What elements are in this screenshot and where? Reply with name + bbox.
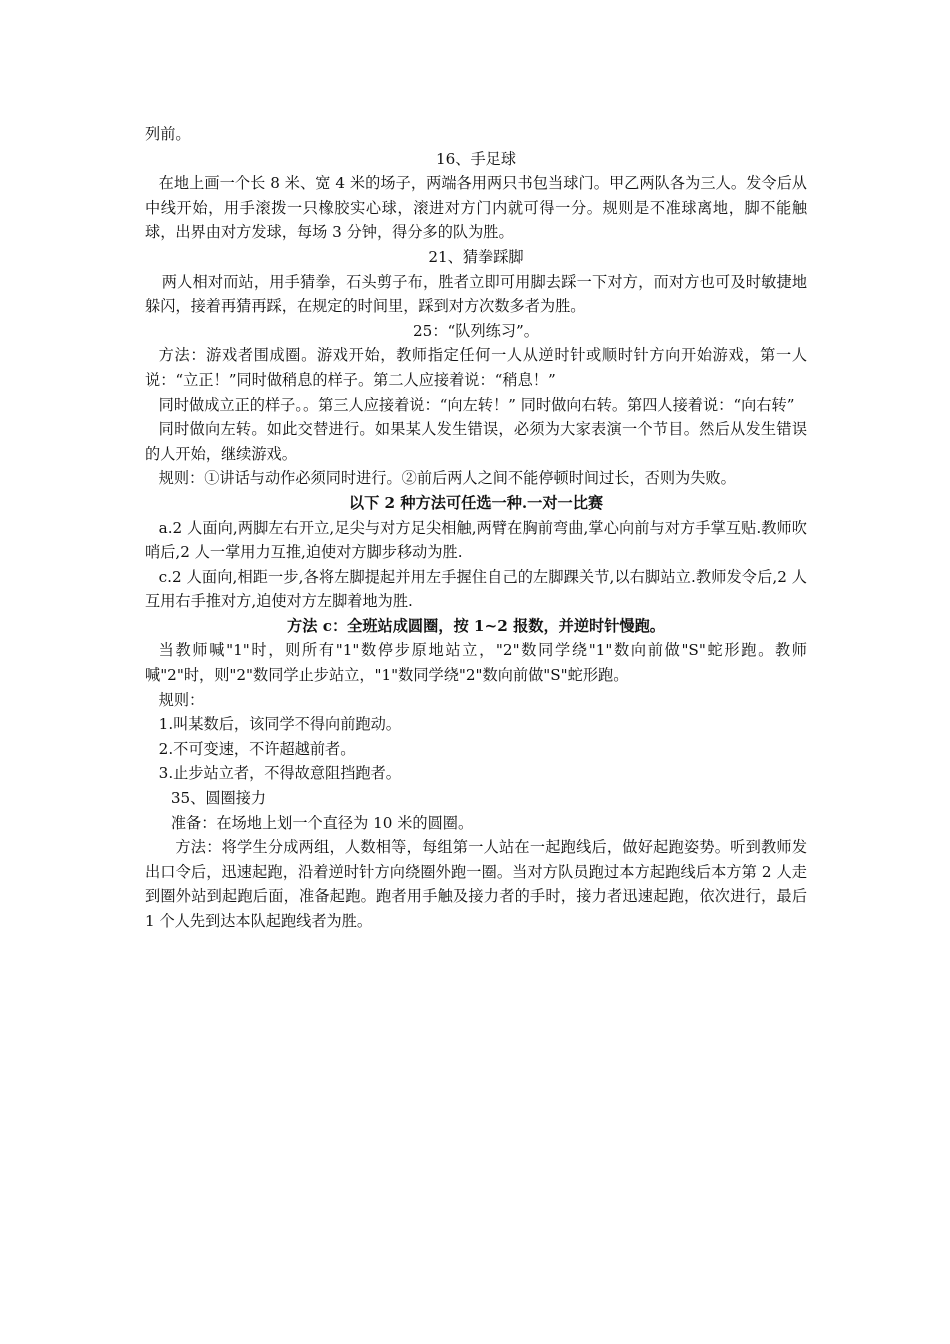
section-heading-circle-relay: 35、圆圈接力 [170,789,267,808]
circle-run-description: 当教师喊"1"时，则所有"1"数停步原地站立，"2"数同学绕"1"数向前做"S"蛇形跑。教师喊"2"时，则"2"数同学止步站立，"1"数同学绕"2"数向前做"S"蛇形跑。 [145,641,807,685]
guess-fist-step-foot-rules: 两人相对而站，用手猜拳，石头剪子布，胜者立即可用脚去踩一下对方，而对方也可及时敏捷地躲闪，接着再猜再踩，在规定的时间里，踩到对方次数多者为胜。 [145,272,807,316]
document-body [145,122,807,934]
formation-method-paragraph-2: 同时做成立正的样子。。第三人应接着说：“向左转！” 同时做向右转。第四人接着说：“向右转” [158,395,795,414]
circle-run-rules-label: 规则： [158,690,205,709]
formation-method-paragraph-3: 同时做向左转。如此交替进行。如果某人发生错误，必须为大家表演一个节目。然后从发生错误的人开始，继续游戏。 [145,420,807,463]
circle-relay-preparation: 准备：在场地上划一个直径为 10 米的圆圈。 [170,813,474,832]
one-on-one-method-c: c.2 人面向,相距一步,各将左脚提起并用左手握住自己的左脚踝关节,以右脚站立.教师发令后,2 人互用右手推对方,迫使对方左脚着地为胜. [145,567,807,611]
section-heading-guess-fist-step-foot: 21、猜拳踩脚 [428,247,524,266]
formation-rules: 规则：①讲话与动作必须同时进行。②前后两人之间不能停顿时间过长，否则为失败。 [158,469,736,488]
circle-run-rule-2: 2.不可变速，不许超越前者。 [158,739,356,758]
formation-method-paragraph-1: 方法：游戏者围成圈。游戏开始，教师指定任何一人从逆时针或顺时针方向开始游戏，第一人说：“立正！”同时做稍息的样子。第二人应接着说：“稍息！” [145,346,807,389]
circle-run-rule-3: 3.止步站立者，不得故意阻挡跑者。 [158,764,401,783]
hand-football-rules: 在地上画一个长 8 米、宽 4 米的场子，两端各用两只书包当球门。甲乙两队各为三人。发令后从中线开始，用手滚拨一只橡胶实心球，滚进对方门内就可得一分。规则是不准球离地，脚不能触球，出界由对方发球，每场 3 分钟，得分多的队为胜。 [145,174,807,242]
continuation-text: 列前。 [145,125,191,143]
circle-run-rule-1: 1.叫某数后，该同学不得向前跑动。 [158,715,401,734]
section-heading-hand-football: 16、手足球 [435,149,517,168]
section-heading-one-on-one: 以下 2 种方法可任选一种.一对一比赛 [348,493,604,512]
section-heading-circle-run: 方法 c：全班站成圆圈，按 1~2 报数，并逆时针慢跑。 [287,616,665,635]
section-heading-formation-practice: 25：“队列练习”。 [413,321,539,340]
circle-relay-method: 方法：将学生分成两组，人数相等，每组第一人站在一起跑线后，做好起跑姿势。听到教师发出口令后，迅速起跑，沿着逆时针方向绕圈外跑一圈。当对方队员跑过本方起跑线后本方第 2 人走到圈外站到起跑后面，准备起跑。跑者用手触及接力者的手时，接力者迅速起跑，依次进行，最后 1 个人先到达本队起跑线者为胜。 [145,838,807,930]
one-on-one-method-a: a.2 人面向,两脚左右开立,足尖与对方足尖相触,两臂在胸前弯曲,掌心向前与对方手掌互贴.教师吹哨后,2 人一掌用力互推,迫使对方脚步移动为胜. [145,518,807,562]
